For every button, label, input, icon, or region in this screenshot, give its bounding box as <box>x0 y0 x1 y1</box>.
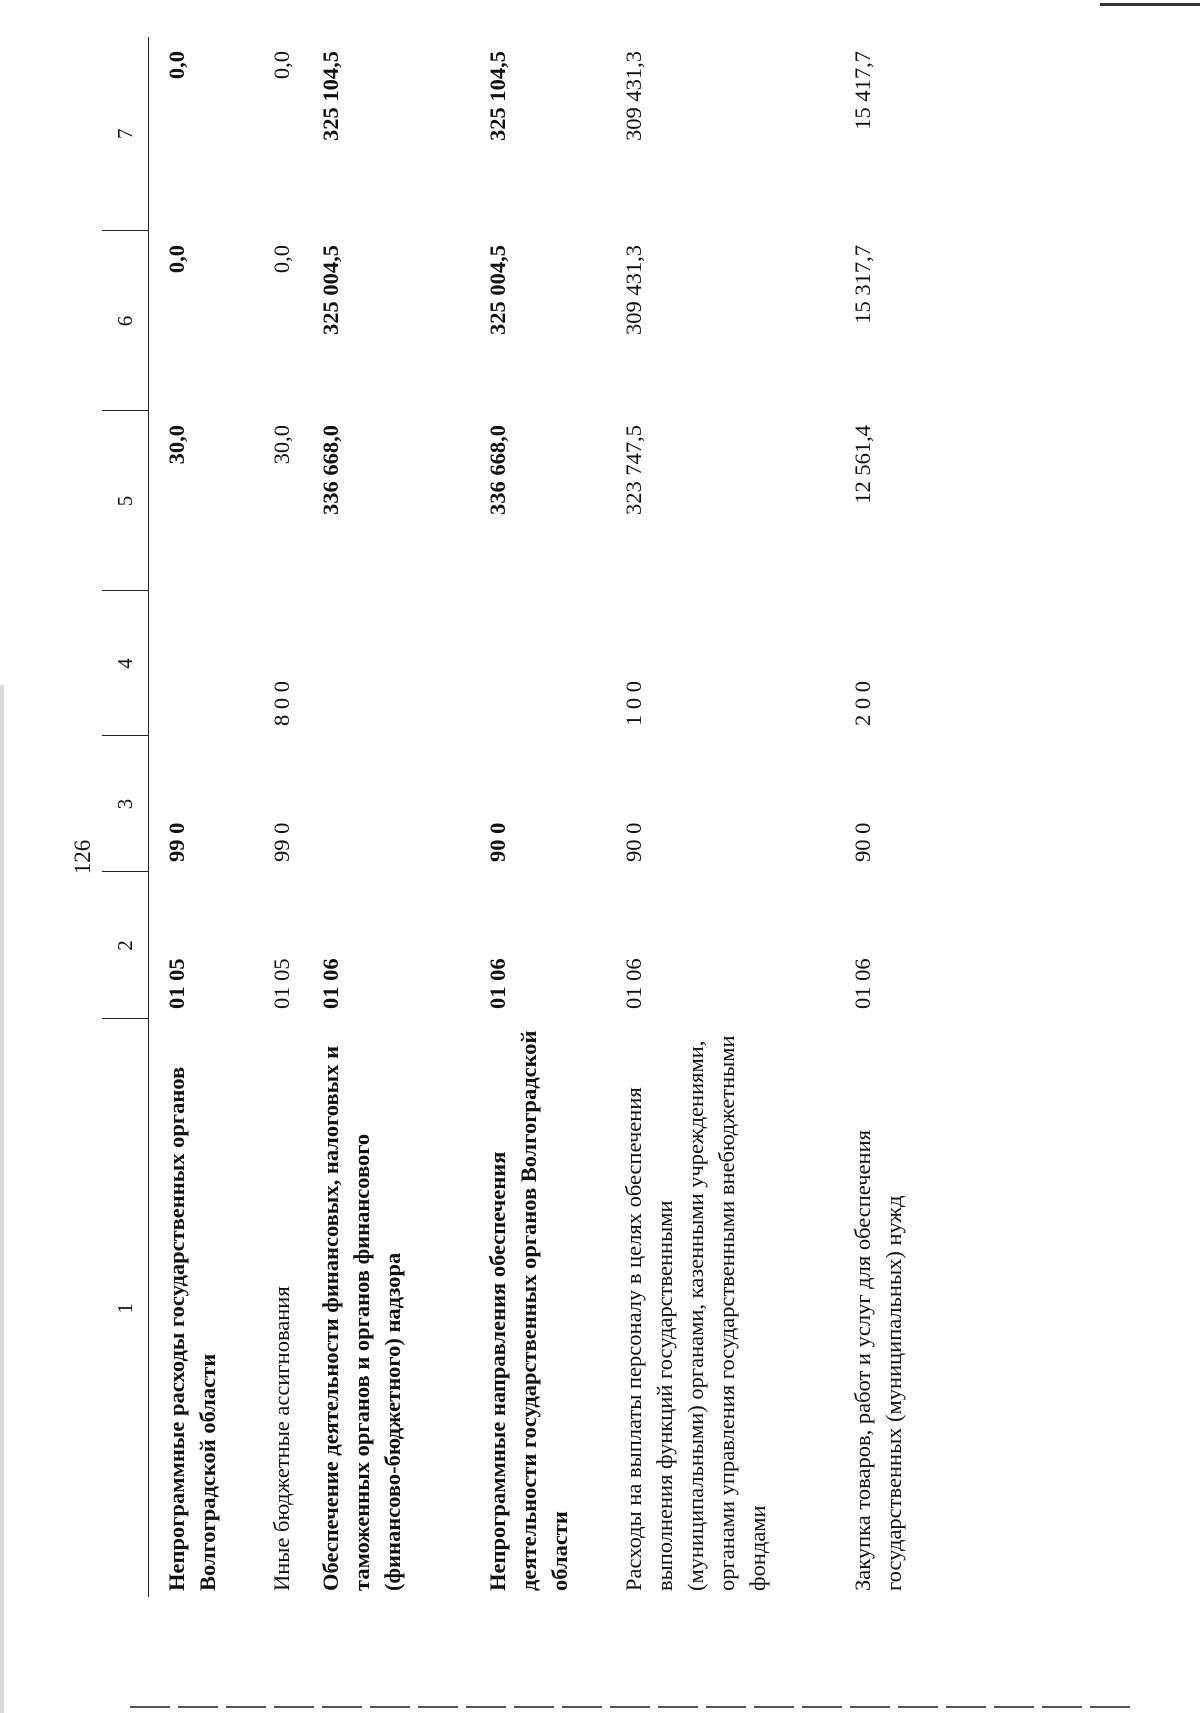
row-name: Расходы на выплаты персоналу в целях обеспечения выполнения функций государственными (муниципальными) органами, казенными учреждениями, органами управления государственными внебюджетными фондами <box>621 1035 770 1591</box>
table-row <box>303 37 470 1597</box>
row-name: Непрограммные направления обеспечения деятельности государственных органов Волгоградской области <box>485 1030 572 1591</box>
expense-type-code <box>149 591 255 736</box>
amount-col5: 30,0 <box>164 425 189 465</box>
section-code: 01 06 <box>850 958 875 1009</box>
section-code: 01 06 <box>318 958 343 1009</box>
table-row <box>470 37 606 1597</box>
amount-col6: 325 004,5 <box>485 245 510 335</box>
amount-col7: 309 431,3 <box>621 51 646 141</box>
section-code: 01 06 <box>621 958 646 1009</box>
amount-col7: 0,0 <box>164 51 189 80</box>
amount-col7: 325 104,5 <box>318 51 343 141</box>
column-number-7: 7 <box>102 37 149 231</box>
table-row <box>835 37 951 1597</box>
target-code <box>303 736 470 872</box>
budget-table <box>102 37 951 1597</box>
section-code: 01 06 <box>485 958 510 1009</box>
target-code: 99 0 <box>269 822 294 862</box>
table-row <box>254 37 303 1597</box>
section-code: 01 05 <box>269 958 294 1009</box>
expense-type-code <box>303 591 470 736</box>
amount-col5: 336 668,0 <box>485 425 510 515</box>
amount-col7: 0,0 <box>269 51 294 80</box>
expense-type-code <box>470 591 606 736</box>
row-name: Закупка товаров, работ и услуг для обеспечения государственных (муниципальных) нужд <box>850 1130 906 1591</box>
amount-col5: 30,0 <box>269 425 294 465</box>
column-number-5: 5 <box>102 411 149 591</box>
section-code: 01 05 <box>164 958 189 1009</box>
column-number-1: 1 <box>102 1019 149 1597</box>
amount-col6: 325 004,5 <box>318 245 343 335</box>
target-code: 90 0 <box>485 822 510 862</box>
row-name: Обеспечение деятельности финансовых, налоговых и таможенных органов и органов финансового (финансово-бюджетного) надзора <box>318 1045 405 1591</box>
amount-col6: 0,0 <box>269 245 294 274</box>
column-number-6: 6 <box>102 231 149 411</box>
table-row <box>606 37 835 1597</box>
amount-col5: 12 561,4 <box>850 425 875 504</box>
amount-col6: 0,0 <box>164 245 189 274</box>
expense-type-code: 1 0 0 <box>621 681 646 726</box>
amount-col5: 336 668,0 <box>318 425 343 515</box>
table-row <box>149 37 255 1597</box>
column-number-2: 2 <box>102 872 149 1019</box>
target-code: 99 0 <box>164 822 189 862</box>
amount-col6: 15 317,7 <box>850 245 875 324</box>
amount-col5: 323 747,5 <box>621 425 646 515</box>
target-code: 90 0 <box>621 822 646 862</box>
expense-type-code: 8 0 0 <box>269 681 294 726</box>
amount-col6: 309 431,3 <box>621 245 646 335</box>
expense-type-code: 2 0 0 <box>850 681 875 726</box>
row-name: Непрограммные расходы государственных органов Волгоградской области <box>164 1066 220 1591</box>
target-code: 90 0 <box>850 822 875 862</box>
amount-col7: 325 104,5 <box>485 51 510 141</box>
row-name: Иные бюджетные ассигнования <box>269 1286 294 1591</box>
page-number: 126 <box>70 839 95 875</box>
amount-col7: 15 417,7 <box>850 51 875 130</box>
table-header <box>102 37 149 1597</box>
column-number-3: 3 <box>102 736 149 872</box>
column-number-4: 4 <box>102 591 149 736</box>
